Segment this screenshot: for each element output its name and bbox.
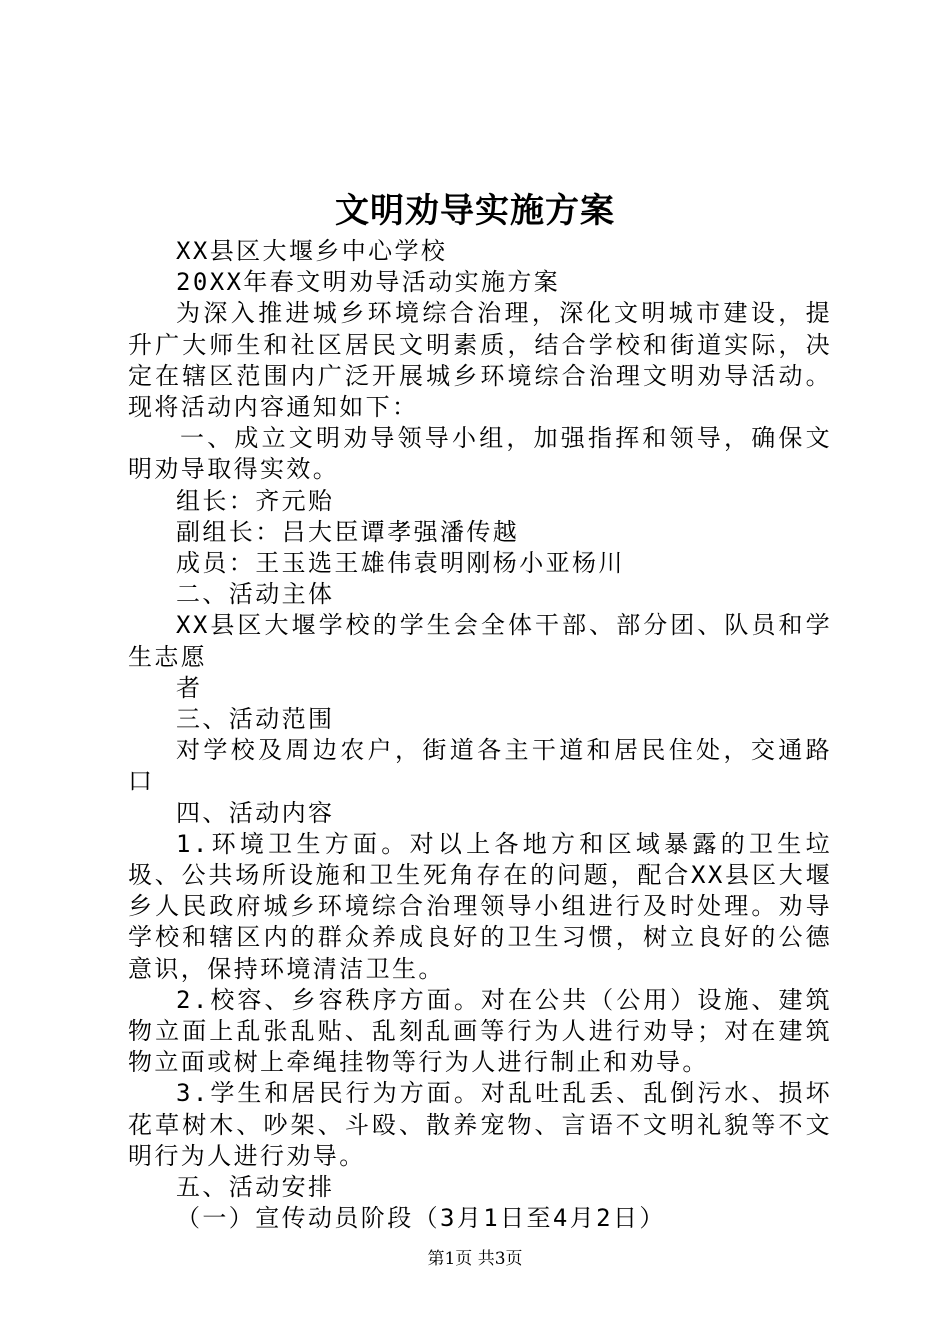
paragraph-scope: 对学校及周边农户，街道各主干道和居民住处，交通路口 xyxy=(128,736,832,796)
paragraph-section-3: 三、活动范围 xyxy=(176,705,335,734)
paragraph-content-2: 2.校容、乡容秩序方面。对在公共（公用）设施、建筑物立面上乱张乱贴、乱刻乱画等行为人进行劝导；对在建筑物立面或树上牵绳挂物等行为人进行制止和劝导。 xyxy=(128,985,832,1077)
paragraph-section-5: 五、活动安排 xyxy=(176,1173,335,1202)
paragraph-intro: 为深入推进城乡环境综合治理，深化文明城市建设，提升广大师生和社区居民文明素质，结合学校和街道实际，决定在辖区范围内广泛开展城乡环境综合治理文明劝导活动。现将活动内容通知如下： xyxy=(128,299,832,422)
page-footer: 第1页 共3页 xyxy=(427,1249,523,1269)
paragraph-participants: XX县区大堰学校的学生会全体干部、部分团、队员和学生志愿 xyxy=(128,611,832,671)
paragraph-plan-name: 20XX年春文明劝导活动实施方案 xyxy=(176,268,561,297)
paragraph-participants-end: 者 xyxy=(176,673,203,702)
paragraph-content-3: 3.学生和居民行为方面。对乱吐乱丢、乱倒污水、损坏花草树木、吵架、斗殴、散养宠物、言语不文明礼貌等不文明行为人进行劝导。 xyxy=(128,1079,832,1170)
document-title: 文明劝导实施方案 xyxy=(335,191,615,231)
paragraph-section-1: 一、成立文明劝导领导小组，加强指挥和领导，确保文明劝导取得实效。 xyxy=(128,424,832,484)
paragraph-section-4: 四、活动内容 xyxy=(176,798,335,827)
paragraph-members: 成员：王玉选王雄伟袁明刚杨小亚杨川 xyxy=(176,549,625,578)
document-body xyxy=(128,236,832,1235)
paragraph-content-1: 1.环境卫生方面。对以上各地方和区域暴露的卫生垃圾、公共场所设施和卫生死角存在的问题，配合XX县区大堰乡人民政府城乡环境综合治理领导小组进行及时处理。劝导学校和辖区内的群众养成良好的卫生习惯，树立良好的公德意识，保持环境清洁卫生。 xyxy=(128,829,832,983)
paragraph-section-2: 二、活动主体 xyxy=(176,580,335,609)
paragraph-school-name: XX县区大堰乡中心学校 xyxy=(176,237,448,265)
paragraph-deputy-leader: 副组长：吕大臣谭孝强潘传越 xyxy=(176,517,520,546)
paragraph-leader: 组长：齐元贻 xyxy=(176,486,335,515)
paragraph-phase-1: （一）宣传动员阶段（3月1日至4月2日） xyxy=(176,1204,666,1233)
